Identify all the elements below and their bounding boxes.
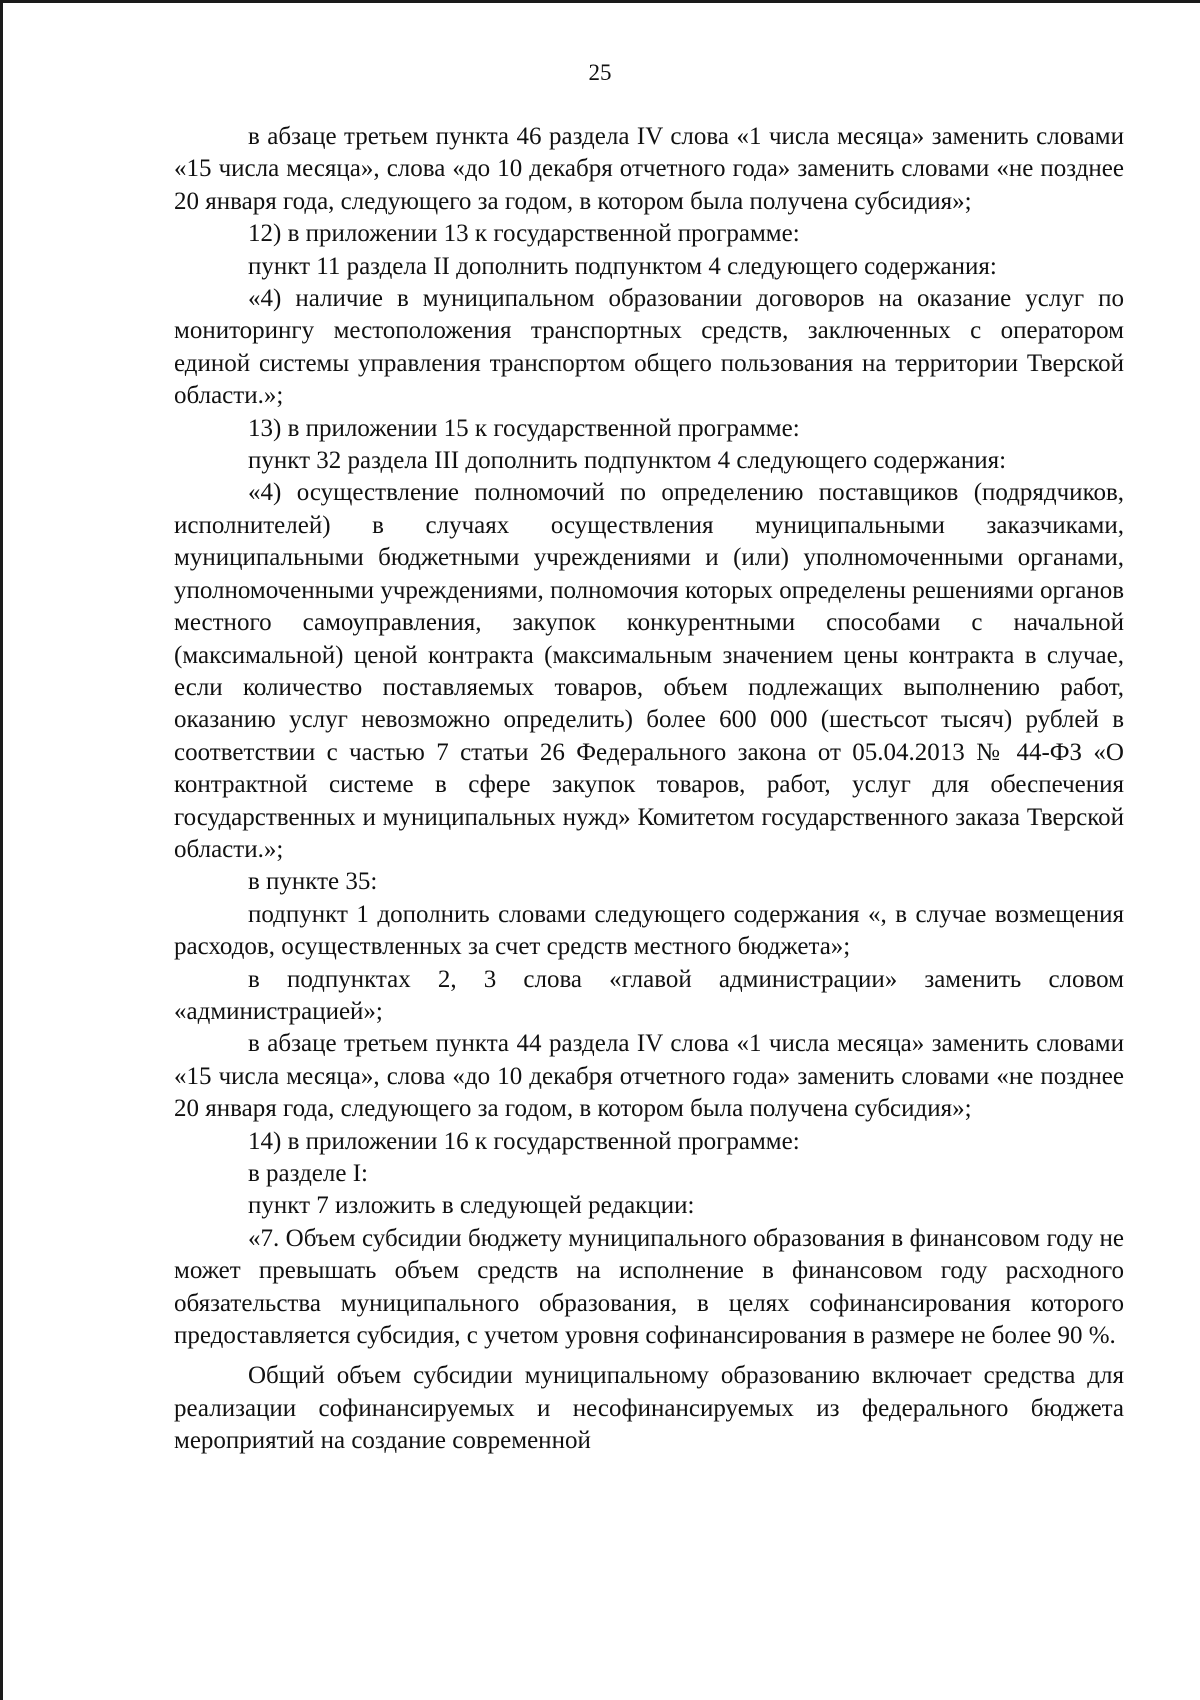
paragraph: Общий объем субсидии муниципальному образованию включает средства для реализации софинансируемых и несофинансируемых из федерального бюджета мероприятий на создание современной <box>174 1362 1124 1455</box>
paragraph: «7. Объем субсидии бюджету муниципального образования в финансовом году не может превышать объем средств на исполнение в финансовом году расходного обязательства муниципального образования, в целях софинансирования которого предоставляется субсидия, с учетом уровня софинансирования в размере не более 90 %. <box>174 1224 1124 1350</box>
scan-edge-left <box>0 0 3 1700</box>
paragraph: «4) наличие в муниципальном образовании договоров на оказание услуг по мониторингу местоположения транспортных средств, заключенных с оператором единой системы управления транспортом общего пользования на территории Тверской области.»; <box>174 285 1124 410</box>
paragraph: пункт 11 раздела II дополнить подпунктом 4 следующего содержания: <box>248 252 997 280</box>
paragraph: в абзаце третьем пункта 46 раздела IV слова «1 числа месяца» заменить словами «15 числа месяца», слова «до 10 декабря отчетного года» заменить словами «не позднее 20 января года, следующего за годом, в котором была получена субсидия»; <box>174 123 1124 215</box>
paragraph: 13) в приложении 15 к государственной программе: <box>248 414 800 442</box>
scan-edge-top <box>0 0 1200 3</box>
paragraph: в подпунктах 2, 3 слова «главой администрации» заменить словом «администрацией»; <box>174 965 1124 1025</box>
paragraph: в разделе I: <box>248 1160 368 1187</box>
paragraph: «4) осуществление полномочий по определению поставщиков (подрядчиков, исполнителей) в случаях осуществления муниципальными заказчиками, муниципальными бюджетными учреждениями и (или) уполномоченными органами, уполномоченными учреждениями, полномочия которых определены решениями органов местного самоуправления, закупок конкурентными способами с начальной (максимальной) ценой контракта (максимальным значением цены контракта в случае, если количество поставляемых товаров, объем подлежащих выполнению работ, оказанию услуг невозможно определить) более 600 000 (шестьсот тысяч) рублей в соответствии с частью 7 статьи 26 Федерального закона от 05.04.2013 № 44-ФЗ «О контрактной системе в сфере закупок товаров, работ, услуг для обеспечения государственных и муниципальных нужд» Комитетом государственного заказа Тверской области.»; <box>174 479 1124 863</box>
paragraph: 12) в приложении 13 к государственной программе: <box>248 220 800 248</box>
paragraph: пункт 32 раздела III дополнить подпунктом 4 следующего содержания: <box>248 447 1007 475</box>
paragraph: пункт 7 изложить в следующей редакции: <box>248 1192 695 1220</box>
document-body <box>174 121 1124 1458</box>
paragraph: в абзаце третьем пункта 44 раздела IV слова «1 числа месяца» заменить словами «15 числа месяца», слова «до 10 декабря отчетного года» заменить словами «не позднее 20 января года, следующего за годом, в котором была получена субсидия»; <box>174 1030 1124 1123</box>
paragraph: 14) в приложении 16 к государственной программе: <box>248 1127 800 1155</box>
page-number: 25 <box>588 60 612 85</box>
paragraph: в пункте 35: <box>248 868 378 896</box>
paragraph: подпункт 1 дополнить словами следующего содержания «, в случае возмещения расходов, осуществленных за счет средств местного бюджета»; <box>174 900 1124 961</box>
